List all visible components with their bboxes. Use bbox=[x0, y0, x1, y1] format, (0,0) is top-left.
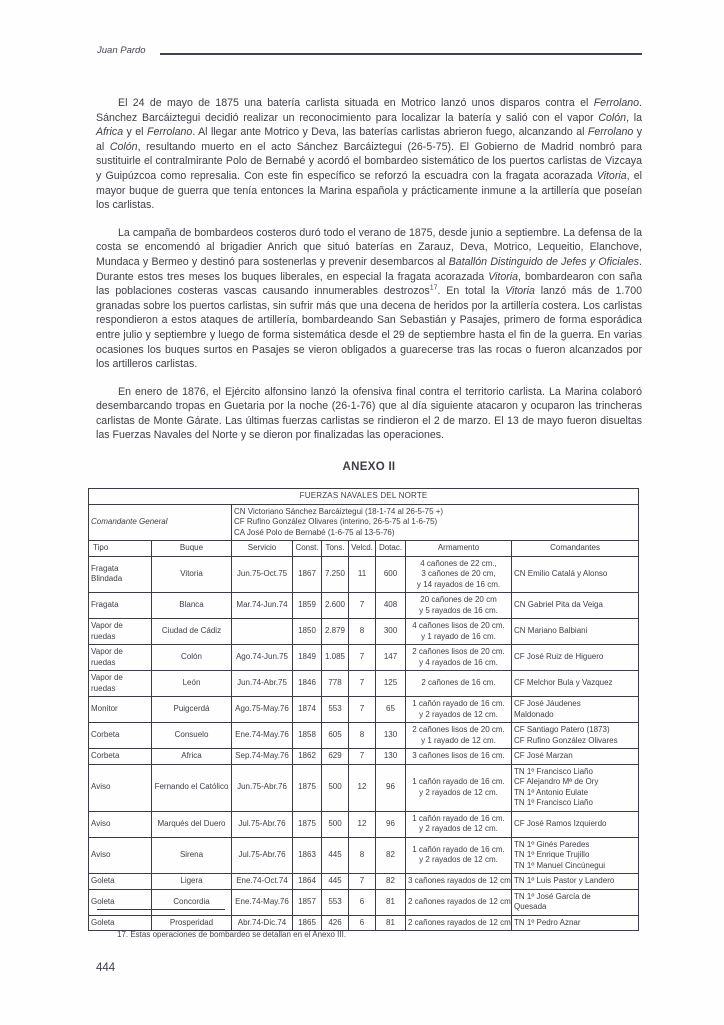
cell-armamento bbox=[406, 697, 512, 723]
cell-servicio: Jun.75-Oct.75 bbox=[232, 556, 293, 593]
cell-dotac: 81 bbox=[376, 889, 406, 915]
comandante-general-line: CA José Polo de Bernabé (1-6-75 al 13-5-76) bbox=[234, 527, 395, 537]
cell-dotac: 130 bbox=[376, 723, 406, 749]
cell-dotac: 96 bbox=[376, 811, 406, 837]
cell-buque: Consuelo bbox=[152, 723, 232, 749]
cell-dotac: 96 bbox=[376, 764, 406, 811]
footnote-rule bbox=[97, 909, 225, 910]
cell-tipo: Vapor de ruedas bbox=[89, 671, 152, 697]
cell-tons: 500 bbox=[322, 764, 349, 811]
cell-velcd: 7 bbox=[349, 671, 376, 697]
armamento-line: 2 cañones rayados de 12 cm bbox=[408, 917, 511, 927]
cell-velcd: 7 bbox=[349, 593, 376, 619]
cell-comandantes bbox=[512, 593, 639, 619]
column-header: Velcd. bbox=[349, 541, 376, 557]
cell-dotac: 81 bbox=[376, 915, 406, 931]
cell-tipo: Vapor de ruedas bbox=[89, 645, 152, 671]
cell-armamento bbox=[406, 671, 512, 697]
armamento-line: 3 cañones rayados de 12 cm bbox=[408, 876, 511, 885]
cell-tipo: Goleta bbox=[89, 915, 152, 931]
cell-velcd: 7 bbox=[349, 697, 376, 723]
cell-tipo: Fragata bbox=[89, 593, 152, 619]
cell-velcd: 7 bbox=[349, 749, 376, 765]
cell-tipo: Vapor de ruedas bbox=[89, 619, 152, 645]
cell-tons: 605 bbox=[322, 723, 349, 749]
armamento-line: 3 cañones de 20 cm, bbox=[421, 569, 496, 578]
cell-servicio: Jul.75-Abr.76 bbox=[232, 837, 293, 874]
cell-velcd: 6 bbox=[349, 889, 376, 915]
comandantes-line: TN 1º Luis Pastor y Landero bbox=[514, 876, 615, 885]
armamento-line: y 1 rayado de 16 cm. bbox=[421, 631, 496, 641]
comandantes-line: CF Melchor Bula y Vazquez bbox=[514, 678, 613, 688]
cell-buque: Ligera bbox=[152, 874, 232, 890]
cell-armamento bbox=[406, 889, 512, 915]
cell-tons: 553 bbox=[322, 889, 349, 915]
cell-dotac: 130 bbox=[376, 749, 406, 765]
paragraph: En enero de 1876, el Ejército alfonsino lanzó la ofensiva final contra el territorio carlista. La Marina colaboró desembarcando tropas en Guetaria por la noche (26-1-76) que al día siguiente atacaron y ocuparon las trincheras carlistas de Monte Gárate. Las últimas fuerzas carlistas se rindieron el 2 de marzo. El 13 de mayo fueron disueltas las Fuerzas Navales del Norte y se dieron por finalizadas las operaciones. bbox=[96, 385, 642, 442]
table-row bbox=[89, 837, 639, 874]
cell-comandantes bbox=[512, 811, 639, 837]
column-header: Tons. bbox=[322, 541, 349, 557]
cell-armamento bbox=[406, 837, 512, 874]
cell-tons: 426 bbox=[322, 915, 349, 931]
armamento-line: 2 cañones rayados de 12 cm bbox=[408, 896, 511, 906]
cell-const: 1863 bbox=[293, 837, 322, 874]
cell-dotac: 300 bbox=[376, 619, 406, 645]
cell-armamento bbox=[406, 723, 512, 749]
armamento-line: 2 cañones de 16 cm. bbox=[421, 678, 496, 688]
cell-comandantes bbox=[512, 874, 639, 890]
cell-buque: León bbox=[152, 671, 232, 697]
cell-velcd: 7 bbox=[349, 645, 376, 671]
table-row bbox=[89, 723, 639, 749]
armamento-line: y 5 rayados de 16 cm. bbox=[419, 605, 498, 615]
table-row bbox=[89, 697, 639, 723]
column-header: Buque bbox=[152, 541, 232, 557]
fuerzas-navales-table bbox=[88, 488, 639, 931]
cell-servicio: Ago.75-May.76 bbox=[232, 697, 293, 723]
comandantes-line: TN 1º Ginés Paredes bbox=[514, 839, 590, 849]
comandantes-line: CN Mariano Balbiani bbox=[514, 626, 588, 636]
comandantes-line: CF José Marzan bbox=[514, 751, 573, 760]
column-header-row bbox=[89, 541, 639, 557]
anexo-heading: ANEXO II bbox=[342, 461, 396, 473]
table-row bbox=[89, 645, 639, 671]
cell-buque: Ciudad de Cádiz bbox=[152, 619, 232, 645]
cell-tons: 2.600 bbox=[322, 593, 349, 619]
armamento-line: 2 cañones lisos de 20 cm. bbox=[412, 647, 505, 656]
cell-const: 1850 bbox=[293, 619, 322, 645]
cell-const: 1846 bbox=[293, 671, 322, 697]
cell-velcd: 8 bbox=[349, 837, 376, 874]
cell-buque: Blanca bbox=[152, 593, 232, 619]
cell-tipo: Aviso bbox=[89, 764, 152, 811]
cell-comandantes bbox=[512, 556, 639, 593]
cell-tons: 7.250 bbox=[322, 556, 349, 593]
cell-const: 1862 bbox=[293, 749, 322, 765]
cell-tons: 553 bbox=[322, 697, 349, 723]
cell-armamento bbox=[406, 556, 512, 593]
table-row bbox=[89, 619, 639, 645]
table-title: FUERZAS NAVALES DEL NORTE bbox=[89, 489, 639, 505]
page-number: 444 bbox=[96, 962, 116, 974]
cell-servicio: Mar.74-Jun.74 bbox=[232, 593, 293, 619]
armamento-line: y 2 rayados de 12 cm. bbox=[419, 709, 498, 719]
cell-armamento bbox=[406, 645, 512, 671]
comandantes-line: Maldonado bbox=[514, 709, 554, 719]
cell-buque: Africa bbox=[152, 749, 232, 765]
cell-velcd: 12 bbox=[349, 764, 376, 811]
cell-tons: 445 bbox=[322, 837, 349, 874]
cell-const: 1867 bbox=[293, 556, 322, 593]
cell-dotac: 82 bbox=[376, 874, 406, 890]
comandantes-line: Quesada bbox=[514, 902, 547, 911]
armamento-line: 4 cañones de 22 cm., bbox=[420, 558, 497, 568]
cell-tons: 1.085 bbox=[322, 645, 349, 671]
cell-comandantes bbox=[512, 697, 639, 723]
cell-buque: Marqués del Duero bbox=[152, 811, 232, 837]
cell-dotac: 65 bbox=[376, 697, 406, 723]
cell-servicio: Ene.74-May.76 bbox=[232, 889, 293, 915]
table-row bbox=[89, 764, 639, 811]
cell-tipo: Aviso bbox=[89, 811, 152, 837]
cell-armamento bbox=[406, 593, 512, 619]
cell-servicio: Sep.74-May.76 bbox=[232, 749, 293, 765]
cell-const: 1864 bbox=[293, 874, 322, 890]
cell-tipo: Goleta bbox=[89, 889, 152, 915]
cell-comandantes bbox=[512, 749, 639, 765]
cell-buque: Vitoria bbox=[152, 556, 232, 593]
armamento-line: y 2 rayados de 12 cm. bbox=[419, 855, 498, 865]
footnote: 17. Estas operaciones de bombardeo se detallan en el Anexo III. bbox=[117, 930, 347, 939]
cell-comandantes bbox=[512, 619, 639, 645]
comandantes-line: TN 1º José García de bbox=[514, 891, 591, 901]
table-body bbox=[89, 556, 639, 931]
comandante-general-line: CF Rufino González Olivares (interino, 26-5-75 al 1-6-75) bbox=[234, 517, 438, 526]
cell-buque: Prosperidad bbox=[152, 915, 232, 931]
table-row bbox=[89, 889, 639, 915]
armamento-line: y 14 rayados de 16 cm. bbox=[416, 579, 501, 589]
comandantes-line: TN 1º Manuel Cincúnegui bbox=[514, 860, 605, 870]
cell-buque: Concordia bbox=[152, 889, 232, 915]
column-header: Servicio bbox=[232, 541, 293, 557]
running-header: Juan Pardo bbox=[97, 45, 146, 56]
cell-comandantes bbox=[512, 764, 639, 811]
cell-tipo: Goleta bbox=[89, 874, 152, 890]
cell-servicio: Jun.75-Abr.76 bbox=[232, 764, 293, 811]
cell-velcd: 6 bbox=[349, 915, 376, 931]
armamento-line: 4 cañones lisos de 20 cm. bbox=[412, 621, 505, 630]
cell-comandantes bbox=[512, 837, 639, 874]
comandantes-line: CF José Jáudenes bbox=[514, 699, 581, 708]
armamento-line: 1 cañón rayado de 16 cm. bbox=[412, 813, 505, 823]
cell-dotac: 82 bbox=[376, 837, 406, 874]
cell-armamento bbox=[406, 874, 512, 890]
cell-comandantes bbox=[512, 671, 639, 697]
cell-buque: Colón bbox=[152, 645, 232, 671]
cell-servicio: Jul.75-Abr.76 bbox=[232, 811, 293, 837]
cell-servicio: Ago.74-Jun.75 bbox=[232, 645, 293, 671]
cell-dotac: 408 bbox=[376, 593, 406, 619]
cell-tons: 445 bbox=[322, 874, 349, 890]
comandantes-line: TN 1º Enrique Trujillo bbox=[514, 850, 590, 859]
table-row bbox=[89, 593, 639, 619]
cell-const: 1849 bbox=[293, 645, 322, 671]
cell-const: 1859 bbox=[293, 593, 322, 619]
column-header: Armamento bbox=[406, 541, 512, 557]
cell-armamento bbox=[406, 749, 512, 765]
armamento-line: 3 cañones lisos de 16 cm. bbox=[412, 751, 505, 760]
cell-velcd: 12 bbox=[349, 811, 376, 837]
cell-comandantes bbox=[512, 915, 639, 931]
cell-tipo: Aviso bbox=[89, 837, 152, 874]
cell-const: 1865 bbox=[293, 915, 322, 931]
comandante-general-label: Comandante General bbox=[89, 504, 232, 541]
comandantes-line: TN 1º Antonio Eulate bbox=[514, 787, 589, 797]
cell-velcd: 7 bbox=[349, 874, 376, 890]
armamento-line: 1 cañón rayado de 16 cm. bbox=[412, 699, 505, 708]
comandante-general-lines bbox=[232, 504, 639, 541]
cell-armamento bbox=[406, 764, 512, 811]
armamento-line: y 1 rayado de 12 cm. bbox=[421, 735, 496, 745]
armamento-line: 20 cañones de 20 cm bbox=[420, 595, 497, 604]
table-row bbox=[89, 874, 639, 890]
cell-velcd: 8 bbox=[349, 723, 376, 749]
armamento-line: 1 cañón rayado de 16 cm. bbox=[412, 844, 505, 854]
comandantes-line: TN 1º Francisco Liaño bbox=[514, 766, 593, 776]
cell-servicio bbox=[232, 619, 293, 645]
comandantes-line: CN Gabriel Pita da Veiga bbox=[514, 600, 603, 610]
armamento-line: y 4 rayados de 16 cm. bbox=[419, 657, 498, 667]
cell-tons: 629 bbox=[322, 749, 349, 765]
paragraph: La campaña de bombardeos costeros duró todo el verano de 1875, desde junio a septiembre. La defensa de la costa se encomendó al brigadier Anrich que situó baterías en Zarauz, Deva, Motrico, Lequeitio, Elanchove, Mundaca y Bermeo y destinó para sostenerlas y prevenir desembarcos al Batallón Distinguido de Jefes y Oficiales. Durante estos tres meses los buques liberales, en especial la fragata acorazada Vitoria, bombardearon con saña las poblaciones costeras vascas causando innumerables destrozos$^{17}$. En total la Vitoria lanzó más de 1.700 granadas sobre los puertos carlistas, sin sufrir más que una decena de heridos por la artillería costera. Los carlistas respondieron a estos ataques de artillería, bombardeando San Sebastián y Pasajes, primero de forma esporádica entre julio y septiembre y luego de forma sistemática desde el 29 de septiembre hasta el fin de la guerra. En varias ocasiones los buques surtos en Pasajes se vieron obligados a guarecerse tras las rocas o fueron alcanzados por los artilleros carlistas. bbox=[96, 226, 643, 371]
cell-const: 1874 bbox=[293, 697, 322, 723]
cell-servicio: Abr.74-Dic.74 bbox=[232, 915, 293, 931]
column-header: Const. bbox=[293, 541, 322, 557]
paragraph: El 24 de mayo de 1875 una batería carlista situada en Motrico lanzó unos disparos contra el Ferrolano. Sánchez Barcáiztegui decidió realizar un reconocimiento para localizar la batería y salió con el vapor Colón, la Africa y el Ferrolano. Al llegar ante Motrico y Deva, las baterías carlistas abrieron fuego, alcanzando al Ferrolano y al Colón, resultando muerto en el acto Sánchez Barcáiztegui (26-5-75). El Gobierno de Madrid nombró para sustituirle el contralmirante Polo de Bernabé y acordó el bombardeo sistemático de los puertos carlistas de Vizcaya y Guipúzcoa como represalia. Con este fin específico se reforzó la escuadra con la fragata acorazada Vitoria, el mayor buque de guerra que tenía entonces la Marina española y prácticamente inmune a la artillería que poseían los carlistas. bbox=[96, 97, 642, 212]
comandantes-line: CF Rufino González Olivares bbox=[514, 735, 618, 745]
column-header: Dotac. bbox=[376, 541, 406, 557]
cell-buque: Fernando el Católico bbox=[152, 764, 232, 811]
cell-servicio: Ene.74-Oct.74 bbox=[232, 874, 293, 890]
comandante-general-line: CN Victoriano Sánchez Barcáiztegui (18-1-74 al 26-5-75 +) bbox=[234, 506, 444, 516]
comandantes-line: CF José Ramos Izquierdo bbox=[514, 818, 607, 828]
armamento-line: 1 cañón rayado de 16 cm. bbox=[412, 777, 505, 786]
cell-tons: 778 bbox=[322, 671, 349, 697]
cell-servicio: Jun.74-Abr.75 bbox=[232, 671, 293, 697]
cell-comandantes bbox=[512, 645, 639, 671]
cell-const: 1875 bbox=[293, 811, 322, 837]
cell-tipo: Monitor bbox=[89, 697, 152, 723]
column-header: Comandantes bbox=[512, 541, 639, 557]
comandante-general-row bbox=[89, 504, 639, 541]
cell-armamento bbox=[406, 619, 512, 645]
cell-dotac: 125 bbox=[376, 671, 406, 697]
table-row bbox=[89, 556, 639, 593]
cell-armamento bbox=[406, 811, 512, 837]
cell-tipo: Corbeta bbox=[89, 749, 152, 765]
cell-tons: 500 bbox=[322, 811, 349, 837]
cell-comandantes bbox=[512, 723, 639, 749]
column-header: Tipo bbox=[89, 541, 152, 557]
cell-tons: 2.879 bbox=[322, 619, 349, 645]
body-text bbox=[96, 96, 642, 456]
header-rule bbox=[160, 53, 642, 55]
comandantes-line: CN Emilio Catalá y Alonso bbox=[514, 569, 608, 578]
comandantes-line: TN 1º Pedro Aznar bbox=[514, 917, 581, 927]
comandantes-line: CF Santiago Patero (1873) bbox=[514, 725, 610, 734]
table-row bbox=[89, 811, 639, 837]
armamento-line: y 2 rayados de 12 cm. bbox=[419, 824, 498, 833]
cell-buque: Sirena bbox=[152, 837, 232, 874]
cell-armamento bbox=[406, 915, 512, 931]
fuerzas-navales-table-wrap bbox=[88, 488, 638, 931]
armamento-line: 2 cañones lisos de 20 cm. bbox=[412, 725, 505, 734]
cell-const: 1858 bbox=[293, 723, 322, 749]
cell-dotac: 600 bbox=[376, 556, 406, 593]
cell-velcd: 8 bbox=[349, 619, 376, 645]
comandantes-line: CF Alejandro Mª de Ory bbox=[514, 777, 599, 786]
table-title-row bbox=[89, 489, 639, 505]
cell-velcd: 11 bbox=[349, 556, 376, 593]
table-row bbox=[89, 915, 639, 931]
cell-servicio: Ene.74-May.76 bbox=[232, 723, 293, 749]
cell-const: 1875 bbox=[293, 764, 322, 811]
cell-tipo: Corbeta bbox=[89, 723, 152, 749]
cell-buque: Puigcerdá bbox=[152, 697, 232, 723]
table-row bbox=[89, 671, 639, 697]
comandantes-line: CF José Ruiz de Higuero bbox=[514, 652, 604, 662]
comandantes-line: TN 1º Francisco Liaño bbox=[514, 798, 593, 807]
cell-const: 1857 bbox=[293, 889, 322, 915]
armamento-line: y 2 rayados de 12 cm. bbox=[419, 787, 498, 797]
table-row bbox=[89, 749, 639, 765]
cell-comandantes bbox=[512, 889, 639, 915]
cell-tipo: Fragata Blindada bbox=[89, 556, 152, 593]
cell-dotac: 147 bbox=[376, 645, 406, 671]
